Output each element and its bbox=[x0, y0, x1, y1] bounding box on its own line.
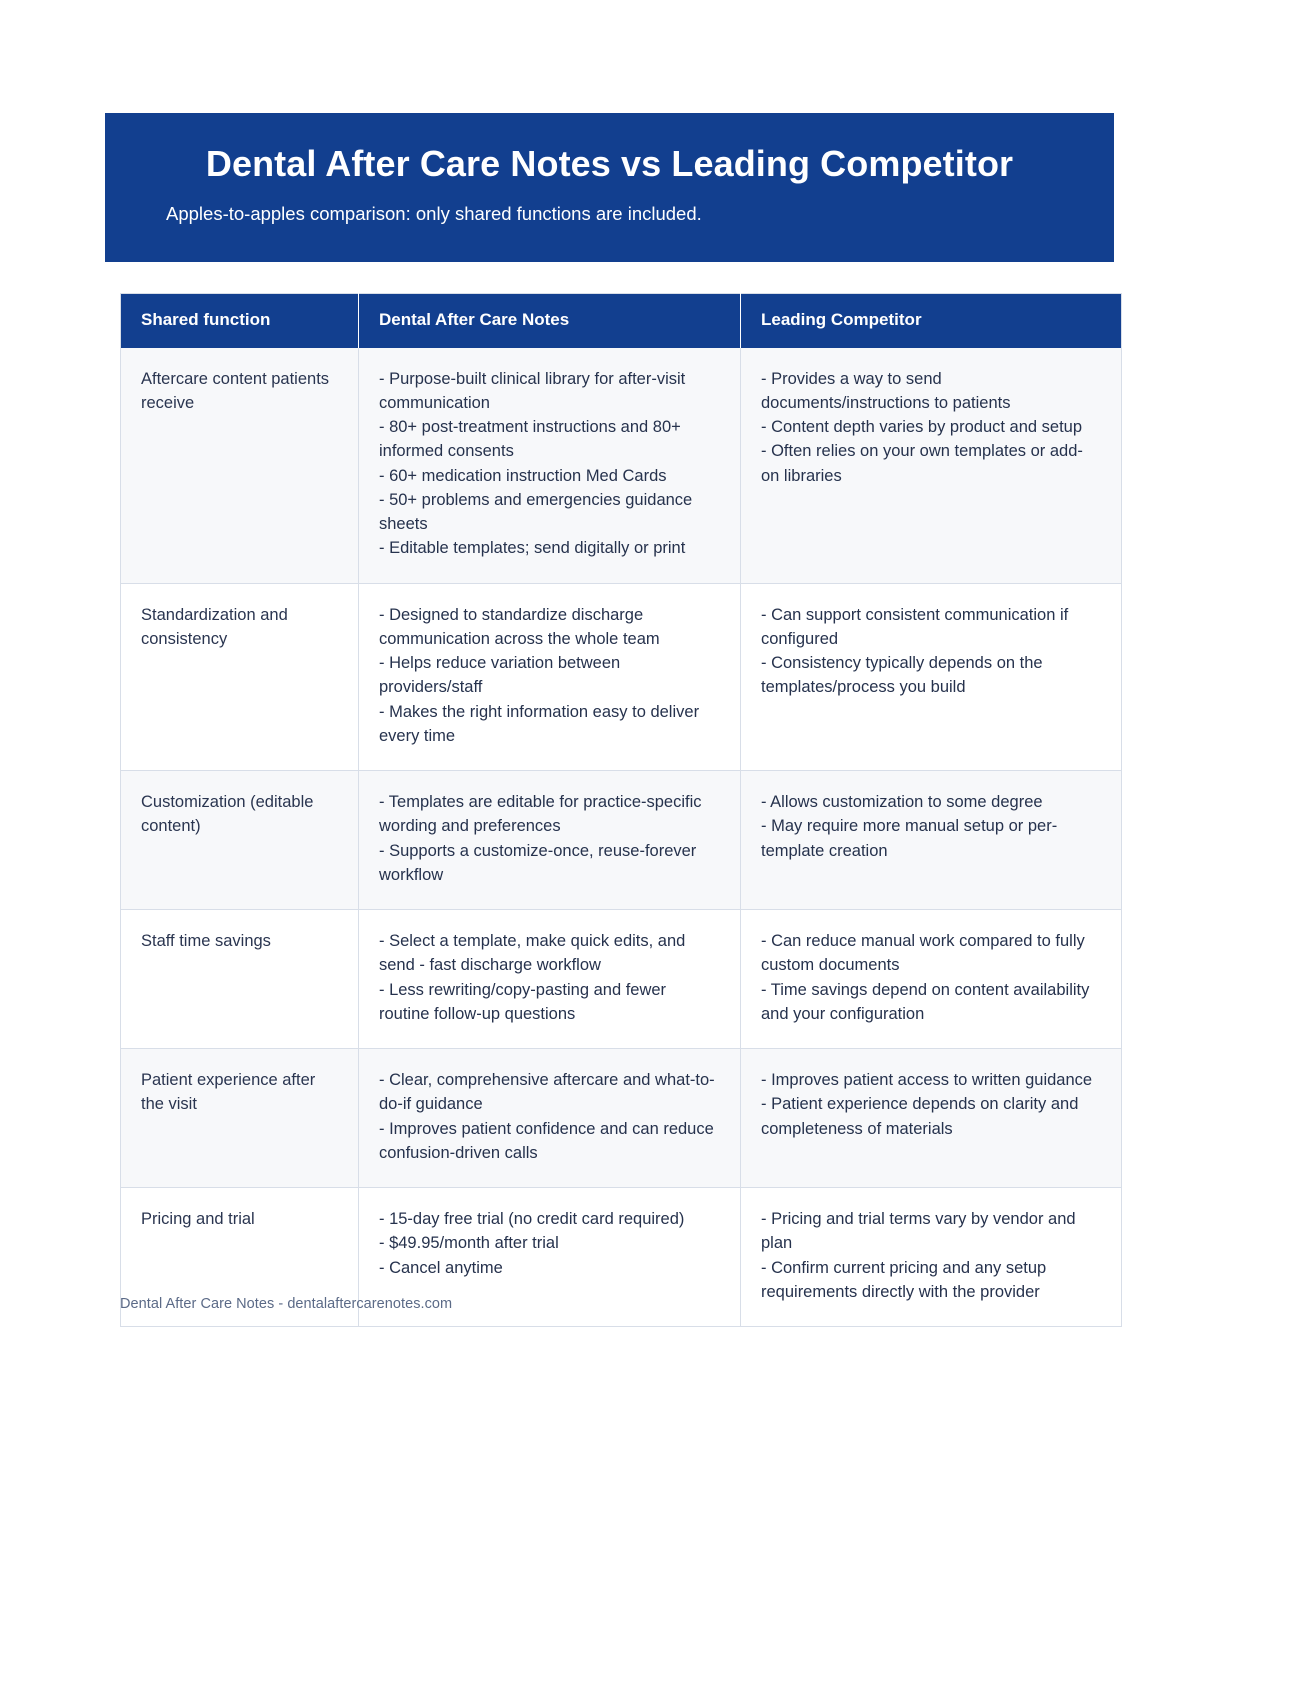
bullet-line: - Supports a customize-once, reuse-forever workflow bbox=[379, 841, 697, 884]
bullet-line: - Select a template, make quick edits, and send - fast discharge workflow bbox=[379, 932, 686, 975]
bullet-line: - Content depth varies by product and setup bbox=[761, 418, 1083, 436]
bullet-line: - Purpose-built clinical library for after-visit communication bbox=[379, 369, 686, 412]
bullet-line: - Often relies on your own templates or add-on libraries bbox=[761, 442, 1083, 485]
bullet-line: - Makes the right information easy to deliver every time bbox=[379, 702, 700, 745]
cell-shared-function: Patient experience after the visit bbox=[121, 1049, 359, 1188]
bullet-line: - 60+ medication instruction Med Cards bbox=[379, 466, 667, 485]
cell-shared-function: Pricing and trial bbox=[121, 1188, 359, 1327]
bullet-line: - Templates are editable for practice-specific wording and preferences bbox=[379, 793, 702, 836]
cell-leading-competitor bbox=[741, 348, 1122, 584]
table-row bbox=[121, 771, 1122, 910]
table-body bbox=[121, 348, 1122, 1327]
column-header-dental-after-care-notes: Dental After Care Notes bbox=[359, 294, 741, 348]
bullet-line: - Improves patient access to written guidance bbox=[761, 1071, 1093, 1089]
bullet-line: - Time savings depend on content availability and your configuration bbox=[761, 980, 1090, 1023]
column-header-shared-function: Shared function bbox=[121, 294, 359, 348]
comparison-table bbox=[120, 293, 1122, 1327]
bullet-line: - Cancel anytime bbox=[379, 1258, 503, 1277]
comparison-table-container bbox=[120, 293, 1121, 1327]
cell-leading-competitor bbox=[741, 1049, 1122, 1188]
cell-leading-competitor bbox=[741, 771, 1122, 910]
bullet-line: - Improves patient confidence and can reduce confusion-driven calls bbox=[379, 1119, 714, 1162]
cell-dental-after-care-notes bbox=[359, 348, 741, 584]
bullet-line: - Less rewriting/copy-pasting and fewer routine follow-up questions bbox=[379, 980, 667, 1023]
cell-shared-function: Staff time savings bbox=[121, 910, 359, 1049]
bullet-line: - 15-day free trial (no credit card required) bbox=[379, 1210, 685, 1228]
page-header-banner bbox=[105, 113, 1114, 262]
table-header-row-group bbox=[121, 294, 1122, 348]
page-footer: Dental After Care Notes - dentalaftercarenotes.com bbox=[120, 1296, 453, 1312]
bullet-line: - $49.95/month after trial bbox=[379, 1234, 559, 1253]
cell-shared-function: Customization (editable content) bbox=[121, 771, 359, 910]
page-subtitle: Apples-to-apples comparison: only shared functions are included. bbox=[166, 203, 702, 225]
bullet-line: - Can support consistent communication if configured bbox=[761, 605, 1069, 648]
cell-leading-competitor bbox=[741, 583, 1122, 771]
bullet-line: - Provides a way to send documents/instructions to patients bbox=[761, 369, 1011, 412]
table-row bbox=[121, 348, 1122, 584]
cell-leading-competitor bbox=[741, 910, 1122, 1049]
cell-shared-function: Standardization and consistency bbox=[121, 583, 359, 771]
bullet-line: - Can reduce manual work compared to fully custom documents bbox=[761, 932, 1085, 975]
bullet-line: - Patient experience depends on clarity and completeness of materials bbox=[761, 1095, 1079, 1138]
bullet-line: - Helps reduce variation between providers/staff bbox=[379, 654, 621, 697]
bullet-line: - 80+ post-treatment instructions and 80+ informed consents bbox=[379, 418, 681, 461]
bullet-line: - Pricing and trial terms vary by vendor and plan bbox=[761, 1210, 1076, 1253]
cell-dental-after-care-notes bbox=[359, 910, 741, 1049]
table-row bbox=[121, 1049, 1122, 1188]
column-header-leading-competitor: Leading Competitor bbox=[741, 294, 1122, 348]
bullet-line: - Designed to standardize discharge communication across the whole team bbox=[379, 605, 660, 648]
cell-shared-function: Aftercare content patients receive bbox=[121, 348, 359, 584]
table-header-row bbox=[121, 294, 1122, 348]
cell-dental-after-care-notes bbox=[359, 1049, 741, 1188]
bullet-line: - Clear, comprehensive aftercare and what-to-do-if guidance bbox=[379, 1071, 715, 1114]
cell-dental-after-care-notes bbox=[359, 583, 741, 771]
cell-dental-after-care-notes bbox=[359, 771, 741, 910]
cell-leading-competitor bbox=[741, 1188, 1122, 1327]
bullet-line: - May require more manual setup or per-template creation bbox=[761, 817, 1058, 860]
bullet-line: - Allows customization to some degree bbox=[761, 793, 1043, 811]
bullet-line: - Confirm current pricing and any setup requirements directly with the provider bbox=[761, 1258, 1047, 1301]
bullet-line: - 50+ problems and emergencies guidance sheets bbox=[379, 490, 693, 533]
table-row bbox=[121, 583, 1122, 771]
table-row bbox=[121, 910, 1122, 1049]
bullet-line: - Editable templates; send digitally or print bbox=[379, 539, 686, 558]
page-title: Dental After Care Notes vs Leading Competitor bbox=[205, 143, 1014, 184]
bullet-line: - Consistency typically depends on the templates/process you build bbox=[761, 654, 1043, 697]
